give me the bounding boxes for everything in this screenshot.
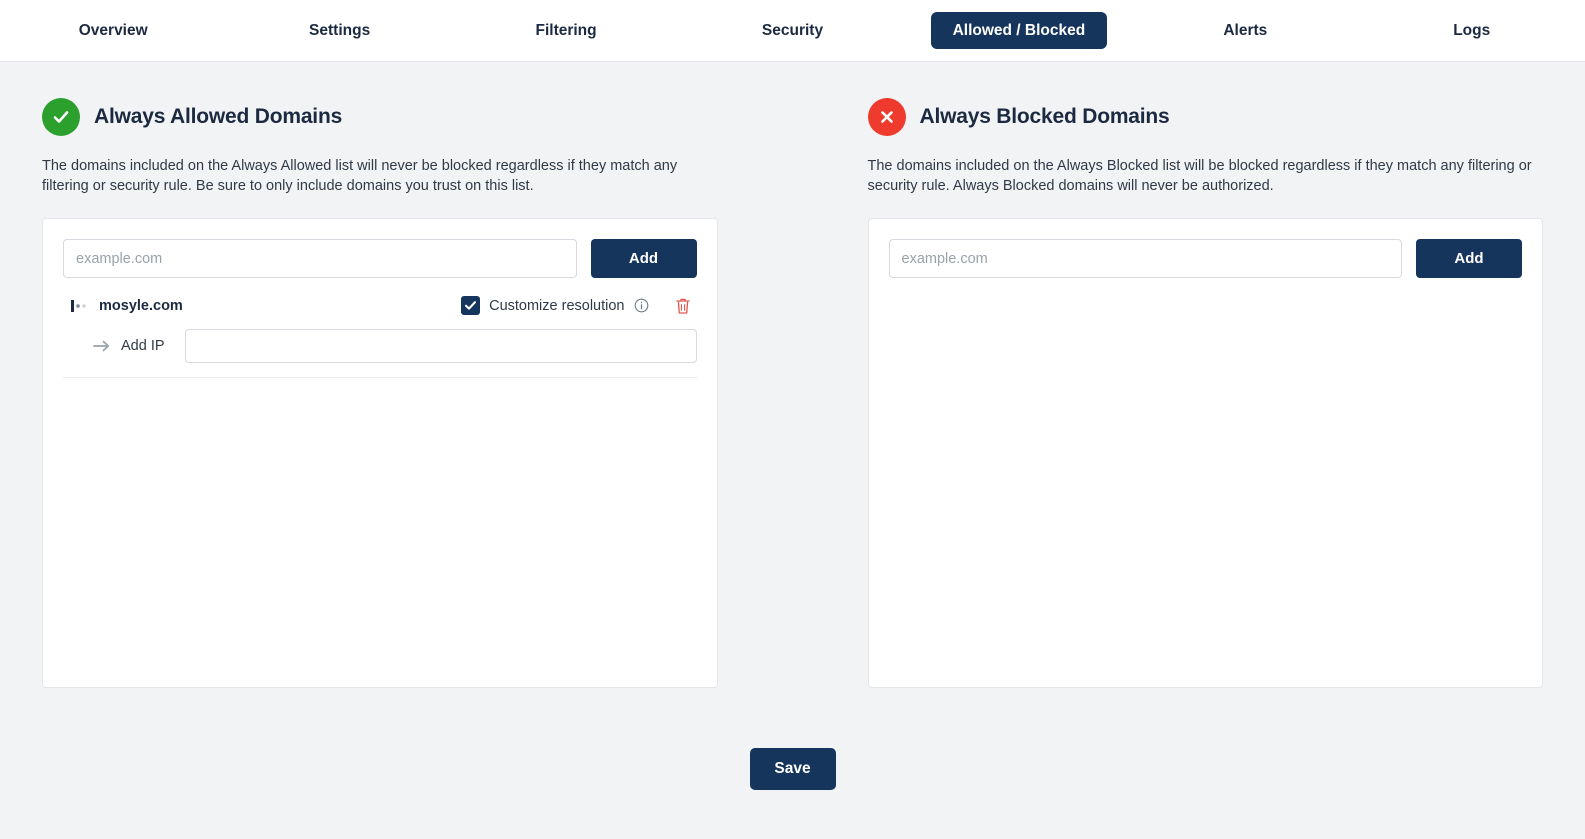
allowed-section-description: The domains included on the Always Allowed list will never be blocked regardless if they match any filtering or security rule. Be sure to only include domains you trust on this list. — [42, 158, 678, 194]
allowed-domains-section — [42, 98, 793, 688]
allowed-section-title: Always Allowed Domains — [94, 105, 343, 128]
customize-resolution-label: Customize resolution — [489, 297, 625, 314]
blocked-section-title: Always Blocked Domains — [919, 105, 1170, 128]
x-circle-icon — [868, 98, 906, 136]
blocked-add-row — [889, 239, 1523, 278]
tab-overview[interactable] — [0, 2, 226, 60]
info-icon[interactable] — [634, 298, 649, 313]
blocked-domain-input[interactable] — [889, 239, 1403, 278]
allowed-domains-panel — [42, 218, 718, 688]
tab-settings[interactable] — [226, 2, 452, 60]
tab-alerts[interactable] — [1132, 2, 1358, 60]
blocked-section-header — [868, 98, 1544, 136]
allowed-domain-input[interactable] — [63, 239, 577, 278]
allowed-domain-entry — [63, 296, 697, 378]
tab-settings-label: Settings — [309, 21, 371, 39]
footer-actions — [0, 748, 1585, 790]
allowed-add-row — [63, 239, 697, 278]
tab-filtering[interactable] — [453, 2, 679, 60]
tab-overview-label: Overview — [78, 21, 148, 39]
tab-logs[interactable] — [1359, 2, 1585, 60]
tab-logs-label: Logs — [1453, 21, 1491, 39]
check-circle-icon — [42, 98, 80, 136]
customize-resolution-checkbox[interactable] — [461, 296, 480, 315]
customize-resolution-group — [461, 296, 648, 315]
blocked-domains-section — [793, 98, 1544, 688]
tab-security[interactable] — [679, 2, 905, 60]
tab-allowed-blocked[interactable] — [906, 2, 1132, 60]
tab-alerts-label: Alerts — [1223, 21, 1268, 39]
tab-allowed-blocked-label: Allowed / Blocked — [931, 12, 1108, 50]
tab-security-label: Security — [761, 21, 824, 39]
drag-handle-icon[interactable] — [71, 299, 87, 313]
blocked-domains-panel — [868, 218, 1544, 688]
save-button[interactable]: Save — [750, 748, 836, 790]
add-ip-input[interactable] — [185, 329, 697, 363]
add-ip-label: Add IP — [121, 338, 165, 354]
delete-domain-icon[interactable] — [675, 297, 691, 315]
tab-filtering-label: Filtering — [535, 21, 597, 39]
arrow-right-icon — [93, 339, 111, 353]
allowed-section-header — [42, 98, 718, 136]
main-tab-bar — [0, 0, 1585, 62]
blocked-section-description: The domains included on the Always Blocked list will be blocked regardless if they match any filtering or security rule. Always Blocked domains will never be authorized. — [867, 158, 1532, 194]
allowed-entry-row — [63, 296, 697, 315]
two-column-layout — [0, 62, 1585, 688]
allowed-entry-domain: mosyle.com — [99, 297, 183, 314]
page-content — [0, 62, 1585, 839]
allowed-add-button[interactable]: Add — [591, 239, 697, 278]
allowed-entry-ip-row — [63, 329, 697, 363]
blocked-add-button[interactable]: Add — [1416, 239, 1522, 278]
